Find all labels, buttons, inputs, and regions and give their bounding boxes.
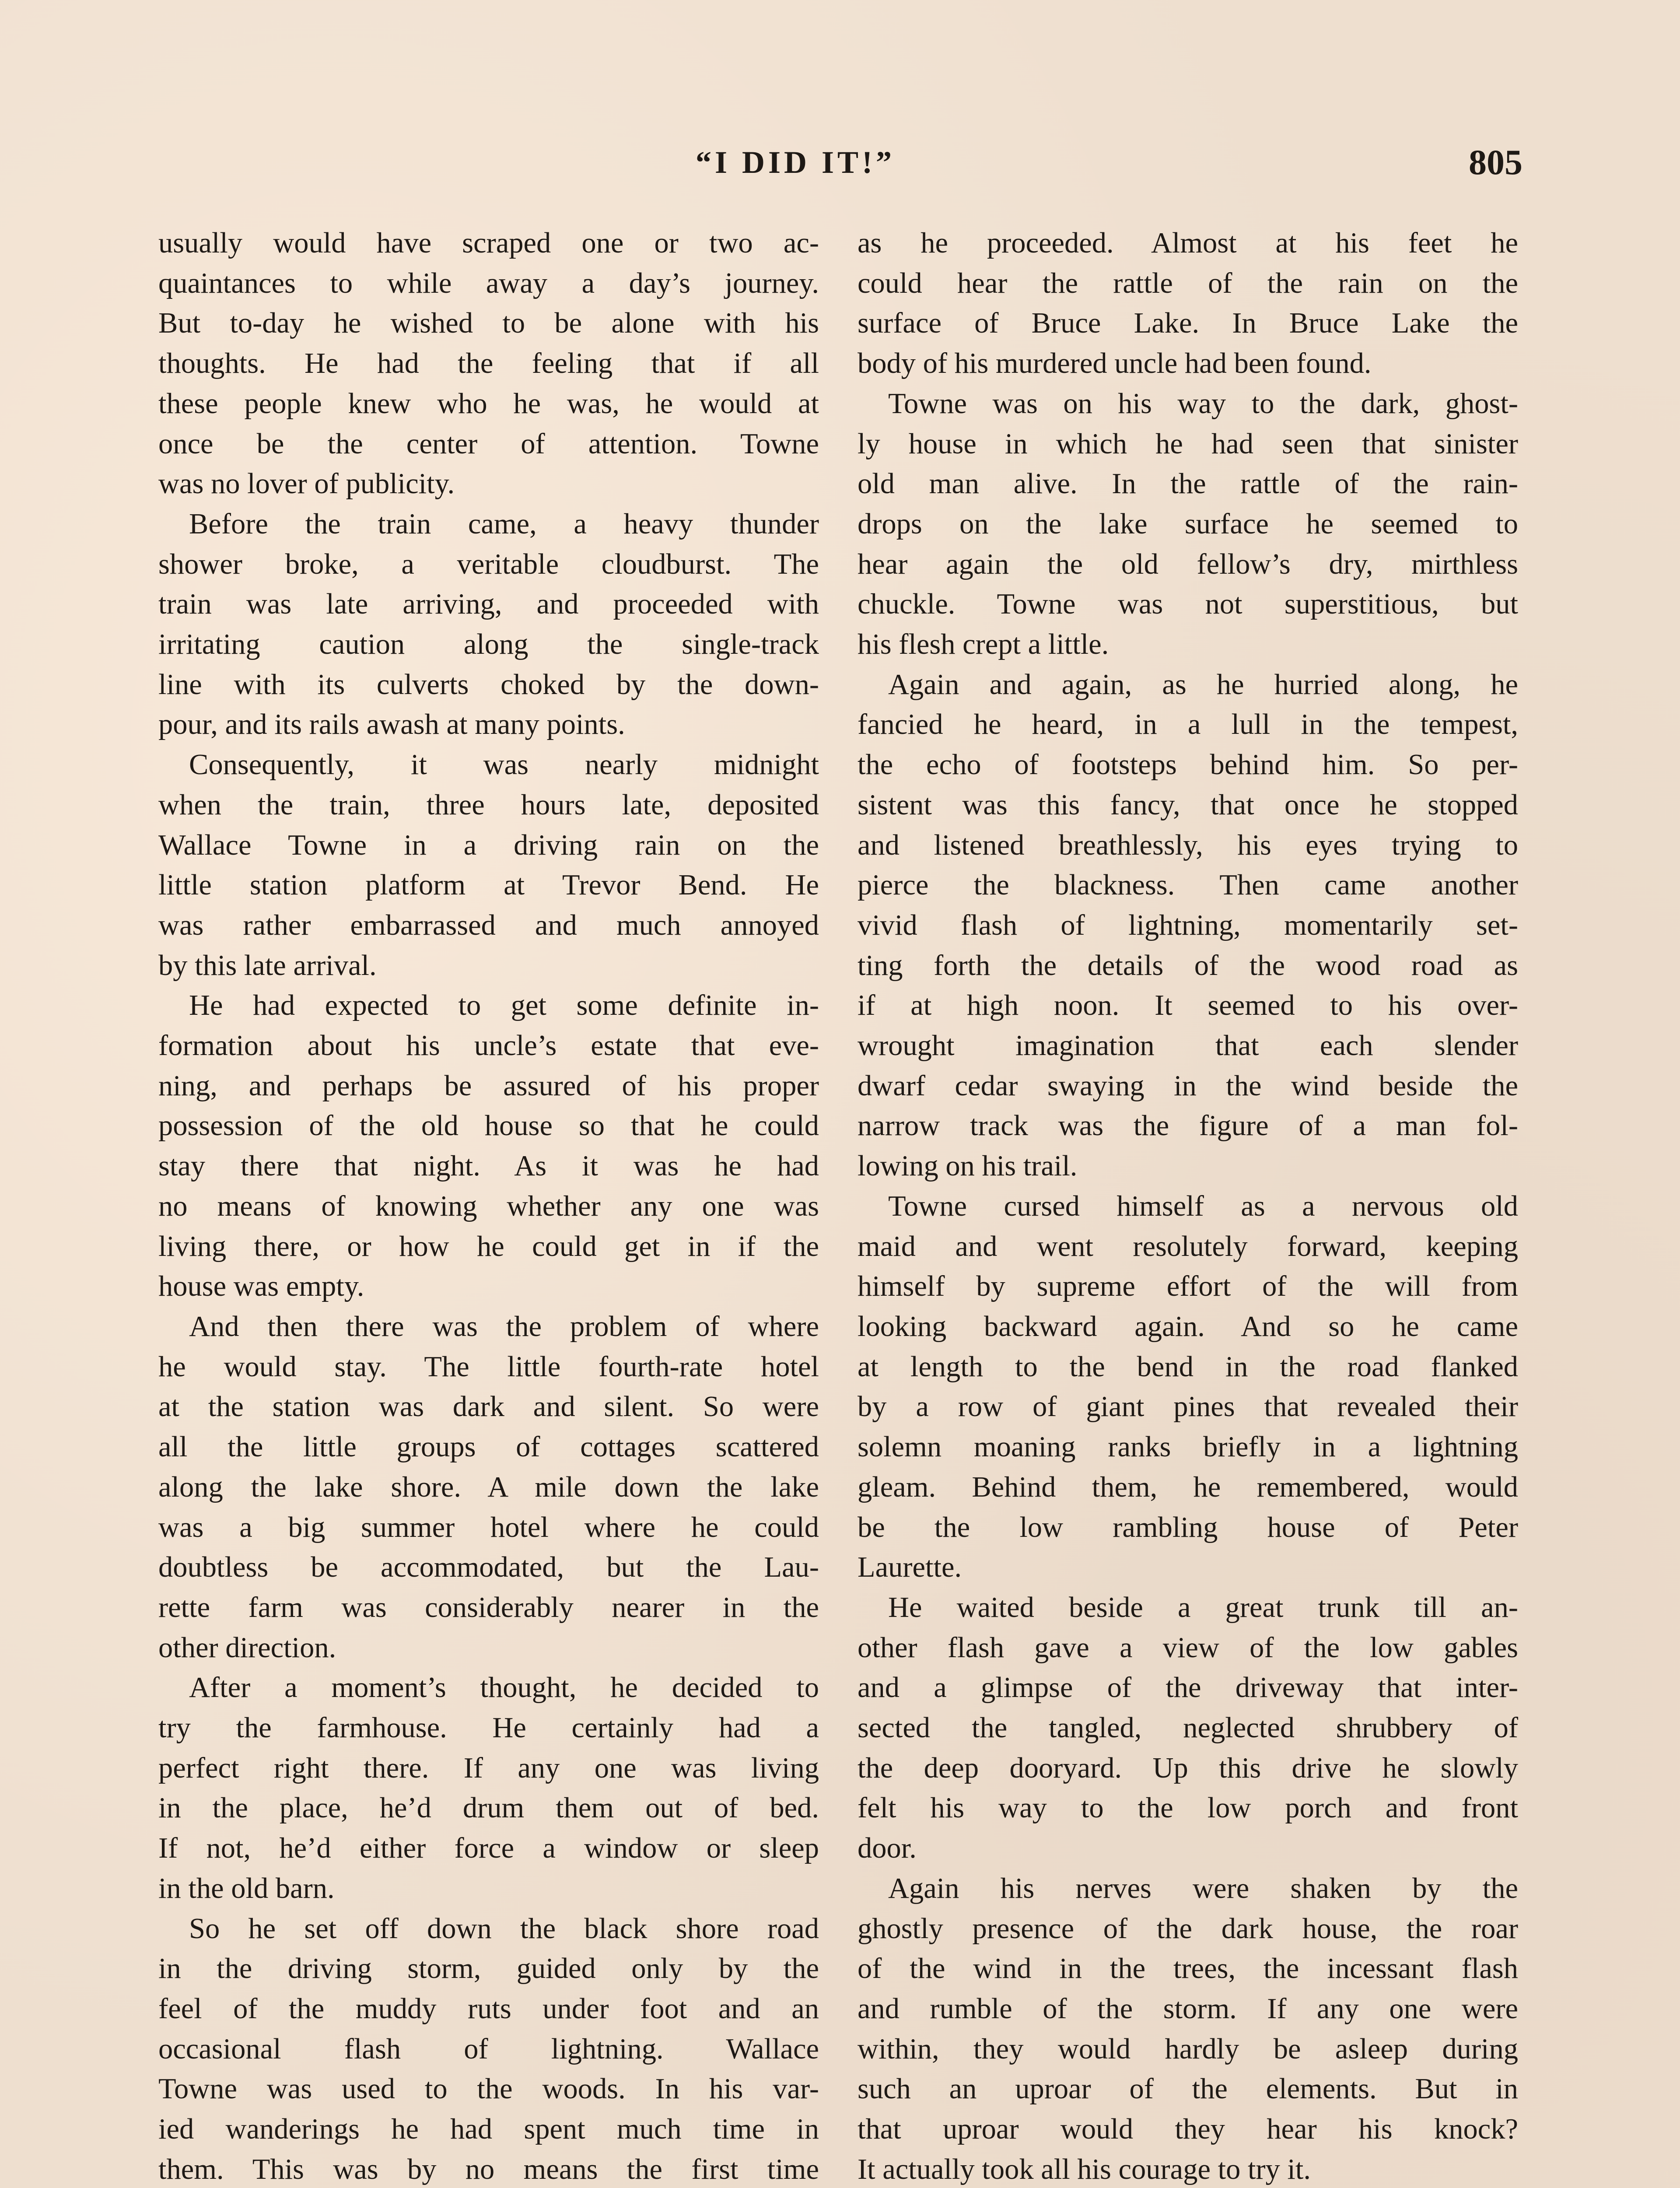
text-line: be the low rambling house of Peter — [858, 1511, 1518, 1543]
text-line: occasional flash of lightning. Wallace — [158, 2033, 819, 2065]
text-line: body of his murdered uncle had been found. — [858, 347, 1372, 380]
text-line: when the train, three hours late, deposited — [158, 789, 819, 821]
text-line: Towne cursed himself as a nervous old — [888, 1190, 1518, 1222]
text-line: ied wanderings he had spent much time in — [158, 2113, 819, 2146]
text-line: by a row of giant pines that revealed their — [858, 1391, 1518, 1423]
text-line: as he proceeded. Almost at his feet he — [858, 227, 1518, 259]
text-line: try the farmhouse. He certainly had a — [158, 1712, 819, 1744]
text-line: house was empty. — [158, 1270, 364, 1303]
right-text-column — [858, 223, 1518, 2188]
text-line: lowing on his trail. — [858, 1150, 1078, 1182]
text-line: he would stay. The little fourth-rate hotel — [158, 1350, 819, 1383]
text-line: of the wind in the trees, the incessant flash — [858, 1953, 1518, 1985]
text-line: If not, he’d either force a window or sleep — [158, 1832, 819, 1865]
text-line: But to-day he wished to be alone with his — [158, 307, 819, 340]
text-line: Towne was used to the woods. In his var- — [158, 2073, 819, 2105]
text-line: maid and went resolutely forward, keeping — [858, 1230, 1518, 1262]
text-line: formation about his uncle’s estate that eve- — [158, 1030, 819, 1062]
text-line: no means of knowing whether any one was — [158, 1190, 819, 1222]
text-line: vivid flash of lightning, momentarily set- — [858, 909, 1518, 941]
text-line: other direction. — [158, 1631, 336, 1664]
text-line: ghostly presence of the dark house, the roar — [858, 1912, 1518, 1945]
text-line: shower broke, a veritable cloudburst. The — [158, 548, 819, 580]
text-line: He had expected to get some definite in- — [189, 989, 819, 1022]
running-title: “I DID IT!” — [696, 145, 896, 180]
text-line: chuckle. Towne was not superstitious, but — [858, 588, 1518, 621]
text-line: Wallace Towne in a driving rain on the — [158, 829, 819, 861]
text-line: fancied he heard, in a lull in the tempest, — [858, 708, 1518, 741]
text-line: along the lake shore. A mile down the lake — [158, 1471, 819, 1503]
text-line: little station platform at Trevor Bend. He — [158, 869, 819, 901]
text-line: these people knew who he was, he would at — [158, 387, 819, 420]
running-header — [612, 144, 1522, 197]
text-line: felt his way to the low porch and front — [858, 1792, 1518, 1824]
left-text-column — [158, 223, 819, 2188]
text-line: the deep dooryard. Up this drive he slowly — [858, 1752, 1518, 1784]
text-line: other flash gave a view of the low gables — [858, 1631, 1518, 1664]
text-line: in the driving storm, guided only by the — [158, 1953, 819, 1985]
text-line: solemn moaning ranks briefly in a lightning — [858, 1431, 1518, 1463]
text-line: old man alive. In the rattle of the rain- — [858, 468, 1518, 500]
text-line: and a glimpse of the driveway that inter- — [858, 1672, 1518, 1704]
text-line: and listened breathlessly, his eyes trying to — [858, 829, 1518, 861]
text-line: wrought imagination that each slender — [858, 1030, 1518, 1062]
text-line: once be the center of attention. Towne — [158, 428, 819, 460]
text-line: if at high noon. It seemed to his over- — [858, 989, 1518, 1022]
text-line: thoughts. He had the feeling that if all — [158, 347, 819, 380]
text-line: sected the tangled, neglected shrubbery of — [858, 1712, 1518, 1744]
text-line: ting forth the details of the wood road as — [858, 949, 1518, 982]
text-line: feel of the muddy ruts under foot and an — [158, 1992, 819, 2025]
text-line: in the place, he’d drum them out of bed. — [158, 1792, 819, 1824]
text-line: dwarf cedar swaying in the wind beside the — [858, 1069, 1518, 1102]
text-line: ly house in which he had seen that sinister — [858, 428, 1518, 460]
text-line: hear again the old fellow’s dry, mirthless — [858, 548, 1518, 580]
text-line: quaintances to while away a day’s journey. — [158, 267, 819, 299]
text-line: that uproar would they hear his knock? — [858, 2113, 1518, 2146]
text-line: usually would have scraped one or two ac- — [158, 227, 819, 259]
text-line: was a big summer hotel where he could — [158, 1511, 819, 1543]
text-line: Again his nerves were shaken by the — [888, 1872, 1518, 1904]
text-line: stay there that night. As it was he had — [158, 1150, 819, 1182]
text-line: After a moment’s thought, he decided to — [189, 1672, 819, 1704]
text-line: drops on the lake surface he seemed to — [858, 508, 1518, 540]
text-line: could hear the rattle of the rain on the — [858, 267, 1518, 299]
text-line: at length to the bend in the road flanked — [858, 1350, 1518, 1383]
text-line: within, they would hardly be asleep during — [858, 2033, 1518, 2065]
text-line: ning, and perhaps be assured of his proper — [158, 1069, 819, 1102]
text-line: narrow track was the figure of a man fol- — [858, 1110, 1518, 1142]
text-line: line with its culverts choked by the down- — [158, 668, 819, 701]
text-line: and rumble of the storm. If any one were — [858, 1992, 1518, 2025]
text-line: He waited beside a great trunk till an- — [888, 1591, 1518, 1623]
text-line: And then there was the problem of where — [189, 1310, 819, 1343]
text-line: So he set off down the black shore road — [189, 1912, 819, 1945]
text-line: in the old barn. — [158, 1872, 335, 1904]
text-line: Consequently, it was nearly midnight — [189, 749, 819, 781]
text-line: looking backward again. And so he came — [858, 1310, 1518, 1343]
text-line: pour, and its rails awash at many points. — [158, 708, 625, 741]
text-line: Towne was on his way to the dark, ghost- — [888, 387, 1518, 420]
text-line: himself by supreme effort of the will from — [858, 1270, 1518, 1303]
text-line: them. This was by no means the first time — [158, 2153, 819, 2185]
text-line: sistent was this fancy, that once he stopped — [858, 789, 1518, 821]
text-line: train was late arriving, and proceeded with — [158, 588, 819, 621]
text-line: the echo of footsteps behind him. So per- — [858, 749, 1518, 781]
text-line: It actually took all his courage to try it. — [858, 2153, 1311, 2185]
text-line: doubtless be accommodated, but the Lau- — [158, 1551, 819, 1584]
text-line: his flesh crept a little. — [858, 628, 1109, 661]
text-line: was rather embarrassed and much annoyed — [158, 909, 819, 941]
text-line: all the little groups of cottages scattered — [158, 1431, 819, 1463]
text-line: door. — [858, 1832, 917, 1865]
text-line: Laurette. — [858, 1551, 962, 1584]
text-line: was no lover of publicity. — [158, 468, 455, 500]
text-line: perfect right there. If any one was living — [158, 1752, 819, 1784]
text-line: gleam. Behind them, he remembered, would — [858, 1471, 1518, 1503]
text-line: by this late arrival. — [158, 949, 377, 982]
text-line: surface of Bruce Lake. In Bruce Lake the — [858, 307, 1518, 340]
text-line: Again and again, as he hurried along, he — [888, 668, 1518, 701]
text-line: at the station was dark and silent. So were — [158, 1391, 819, 1423]
text-line: living there, or how he could get in if the — [158, 1230, 819, 1262]
text-line: irritating caution along the single-track — [158, 628, 819, 661]
text-line: possession of the old house so that he could — [158, 1110, 819, 1142]
text-line: such an uproar of the elements. But in — [858, 2073, 1518, 2105]
text-line: pierce the blackness. Then came another — [858, 869, 1518, 901]
text-line: Before the train came, a heavy thunder — [189, 508, 819, 540]
text-line: rette farm was considerably nearer in the — [158, 1591, 819, 1623]
page-number: 805 — [1469, 142, 1522, 182]
